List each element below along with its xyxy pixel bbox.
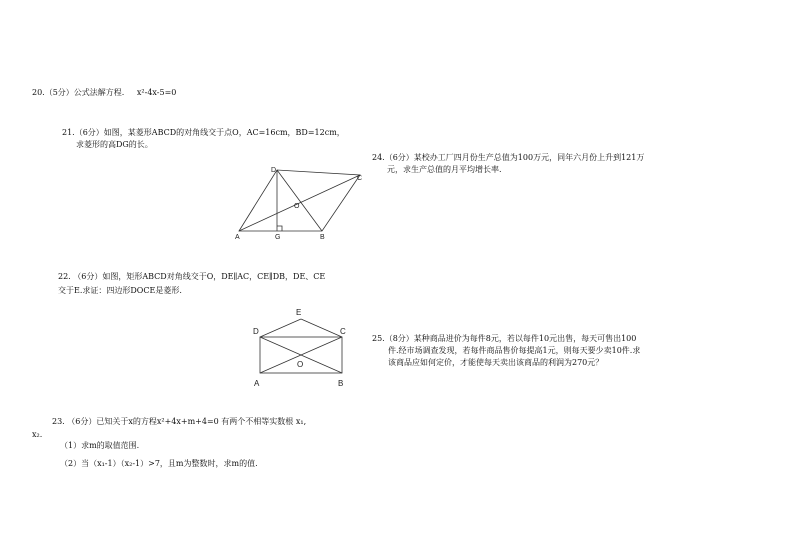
diagonal-ac	[239, 175, 363, 231]
q23-line1b: x₂.	[32, 430, 43, 439]
label-o: O	[297, 360, 304, 369]
right-angle-mark	[277, 226, 282, 231]
q20-label: 20.（5分）公式法解方程.	[32, 88, 125, 97]
label-a: A	[235, 234, 240, 241]
label-b: B	[338, 379, 344, 388]
diagonal-bd	[277, 170, 322, 231]
q24-line2: 元，求生产总值的月平均增长率.	[387, 165, 502, 174]
label-c: C	[340, 327, 346, 336]
q22-line1: 22. （6分）如图，矩形ABCD对角线交于O，DE∥AC，CE∥DB，DE、CE	[58, 272, 326, 281]
q20-text	[32, 88, 176, 99]
label-o: O	[294, 203, 300, 210]
q24-line1: 24.（6分）某校办工厂四月份生产总值为100万元，同年六月份上升到121万	[372, 153, 645, 162]
label-c: C	[357, 175, 363, 182]
label-g: G	[275, 234, 281, 241]
rhombus-figure	[230, 162, 370, 242]
segment-de	[260, 319, 301, 337]
label-b: B	[320, 234, 325, 241]
label-d: D	[271, 167, 277, 174]
q21-line1: 21.（6分）如图，某菱形ABCD的对角线交于点O，AC=16cm，BD=12cm，	[62, 128, 345, 137]
q20-equation: x²-4x-5=0	[136, 88, 177, 97]
segment-ce	[301, 319, 342, 337]
label-d: D	[253, 327, 259, 336]
q23-part1: （1）求m的取值范围.	[60, 441, 140, 450]
q25-line3: 该商品应如何定价，才能使每天卖出该商品的利润为270元？	[388, 358, 604, 367]
rectangle-figure	[250, 305, 360, 390]
q23-part2: （2）当（x₁-1）（x₂-1）>7，且m为整数时，求m的值.	[60, 459, 258, 468]
q25-line2: 件.经市场调查发现，若每件商品售价每提高1元，则每天要少卖10件.求	[388, 346, 641, 355]
label-e: E	[296, 308, 302, 317]
label-a: A	[254, 379, 260, 388]
q25-line1: 25.（8分）某种商品进价为每件8元，若以每件10元出售，每天可售出100	[372, 334, 637, 343]
q23-line1: 23. （6分）已知关于x的方程x²+4x+m+4=0 有两个不相等实数根 x₁,	[52, 417, 307, 426]
q22-line2: 交于E.求证：四边形DOCE是菱形.	[58, 286, 182, 295]
q21-line2: 求菱形的高DG的长。	[76, 140, 153, 149]
